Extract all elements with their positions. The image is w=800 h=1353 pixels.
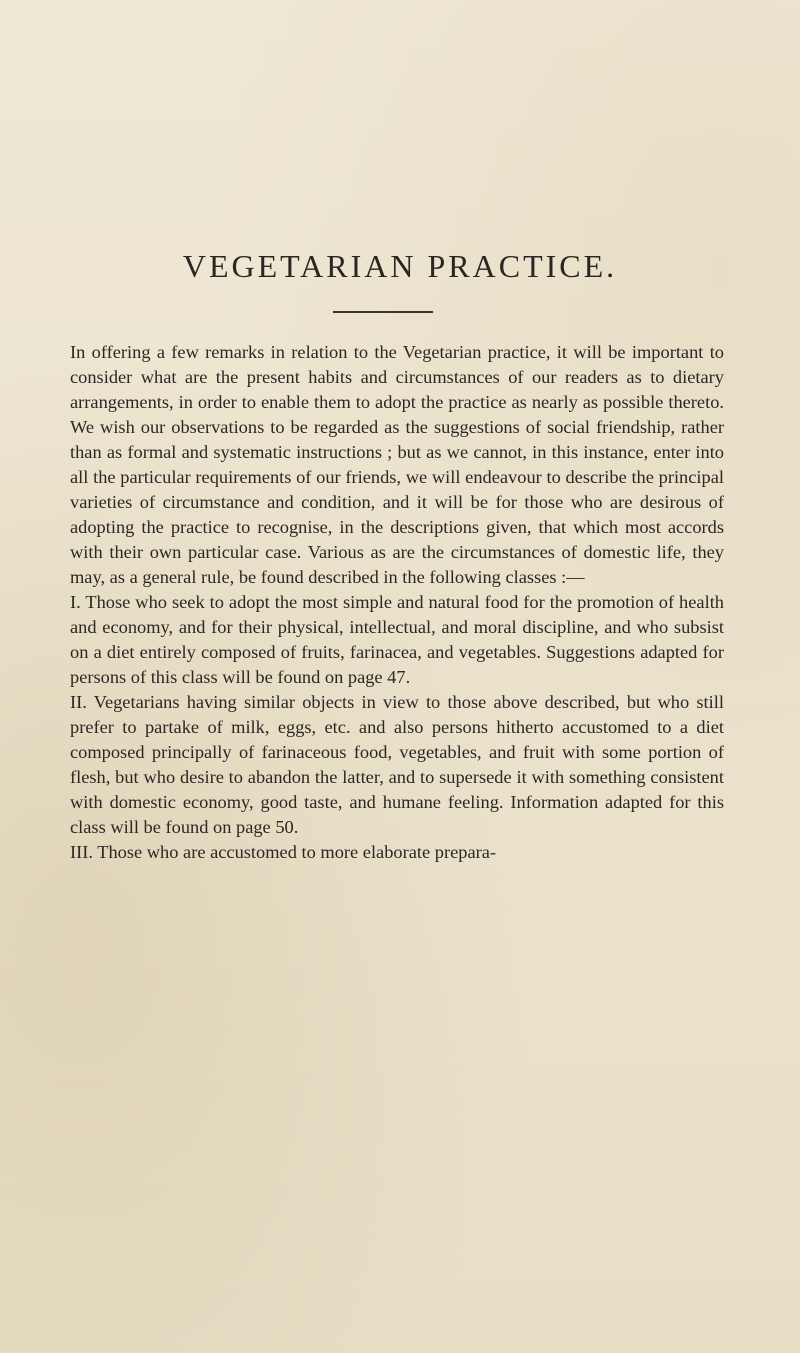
- body-text: [70, 340, 724, 865]
- paragraph-class-1: I. Those who seek to adopt the most simple and natural food for the promotion of health and economy, and for their physical, intellectual, and moral discipline, and who subsist on a diet entirely composed of fruits, farinacea, and vegetables. Suggestions adapted for persons of this class will be found on page 47.: [70, 592, 724, 687]
- title-divider: [333, 311, 433, 313]
- page-title: VEGETARIAN PRACTICE.: [182, 248, 618, 284]
- paragraph-class-3: III. Those who are accustomed to more elaborate prepara-: [70, 842, 497, 862]
- paragraph-intro: In offering a few remarks in relation to the Vegetarian practice, it will be important to consider what are the present habits and circumstances of our readers as to dietary arrangements, in order to enable them to adopt the practice as nearly as possible thereto. We wish our observations to be regarded as the suggestions of social friendship, rather than as formal and systematic instructions ; but as we cannot, in this instance, enter into all the particular requirements of our friends, we will endeavour to describe the principal varieties of circumstance and condition, and it will be for those who are desirous of adopting the practice to recognise, in the descriptions given, that which most accords with their own particular case. Various as are the circumstances of domestic life, they may, as a general rule, be found described in the following classes :—: [70, 342, 724, 587]
- paragraph-class-2: II. Vegetarians having similar objects in view to those above described, but who still prefer to partake of milk, eggs, etc. and also persons hitherto accustomed to a diet composed principally of farinaceous food, vegetables, and fruit with some portion of flesh, but who desire to abandon the latter, and to supersede it with something consistent with domestic economy, good taste, and humane feeling. Information adapted for this class will be found on page 50.: [70, 692, 724, 837]
